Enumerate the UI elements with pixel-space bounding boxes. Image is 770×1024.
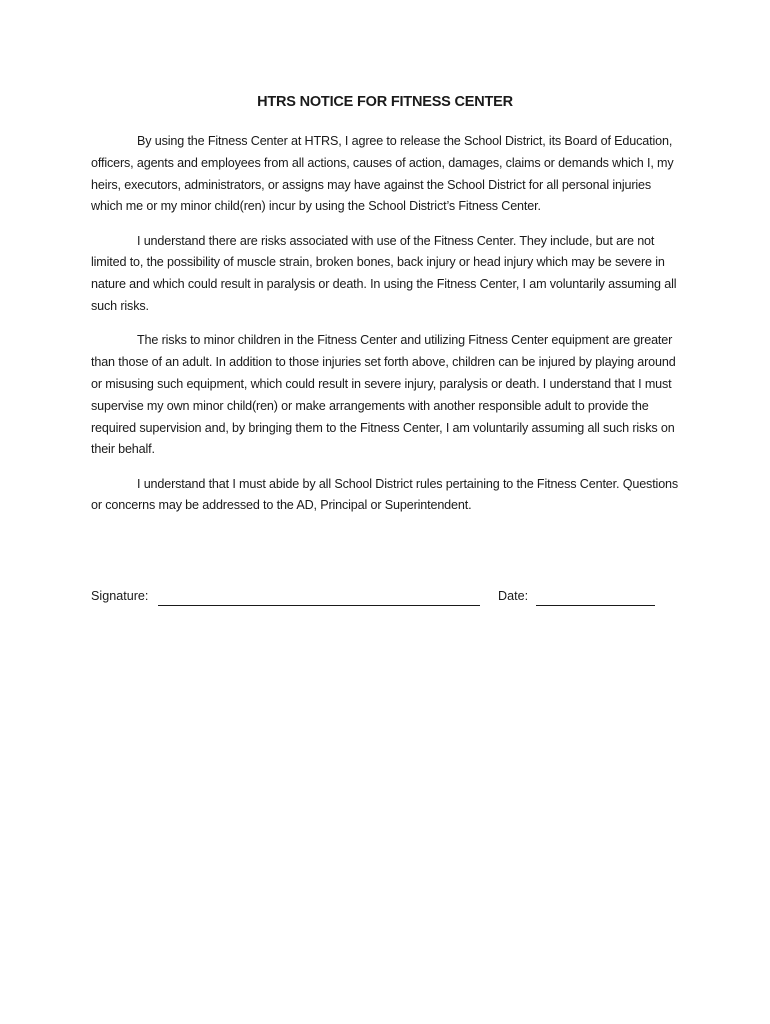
date-field[interactable] [536, 605, 655, 606]
signature-row [91, 589, 691, 611]
paragraph-release: By using the Fitness Center at HTRS, I agree to release the School District, its Board of Education, officers, agents and employees from all actions, causes of action, damages, claims or demands which I, my heirs, executors, administrators, or assigns may have against the School District for all personal injuries which me or my minor child(ren) incur by using the School District’s Fitness Center. [91, 134, 674, 214]
signature-field[interactable] [158, 605, 480, 606]
paragraph-rules: I understand that I must abide by all School District rules pertaining to the Fitness Center. Questions or concerns may be addressed to the AD, Principal or Superintendent. [91, 476, 679, 513]
document-title: HTRS NOTICE FOR FITNESS CENTER [257, 94, 513, 110]
paragraph-minor-children: The risks to minor children in the Fitness Center and utilizing Fitness Center equipment are greater than those of an adult. In addition to those injuries set forth above, children can be injured by playing around or misusing such equipment, which could result in severe injury, paralysis or death. I understand that I must supervise my own minor child(ren) or make arrangements with another responsible adult to provide the required supervision and, by bringing them to the Fitness Center, I am voluntarily assuming all such risks on their behalf. [91, 333, 676, 457]
document-body [91, 131, 683, 530]
paragraph-risks: I understand there are risks associated with use of the Fitness Center. They include, but are not limited to, the possibility of muscle strain, broken bones, back injury or head injury which may be severe in nature and which could result in paralysis or death. In using the Fitness Center, I am voluntarily assuming all such risks. [91, 233, 677, 314]
signature-label: Signature: [91, 589, 149, 603]
date-label: Date: [498, 589, 529, 603]
